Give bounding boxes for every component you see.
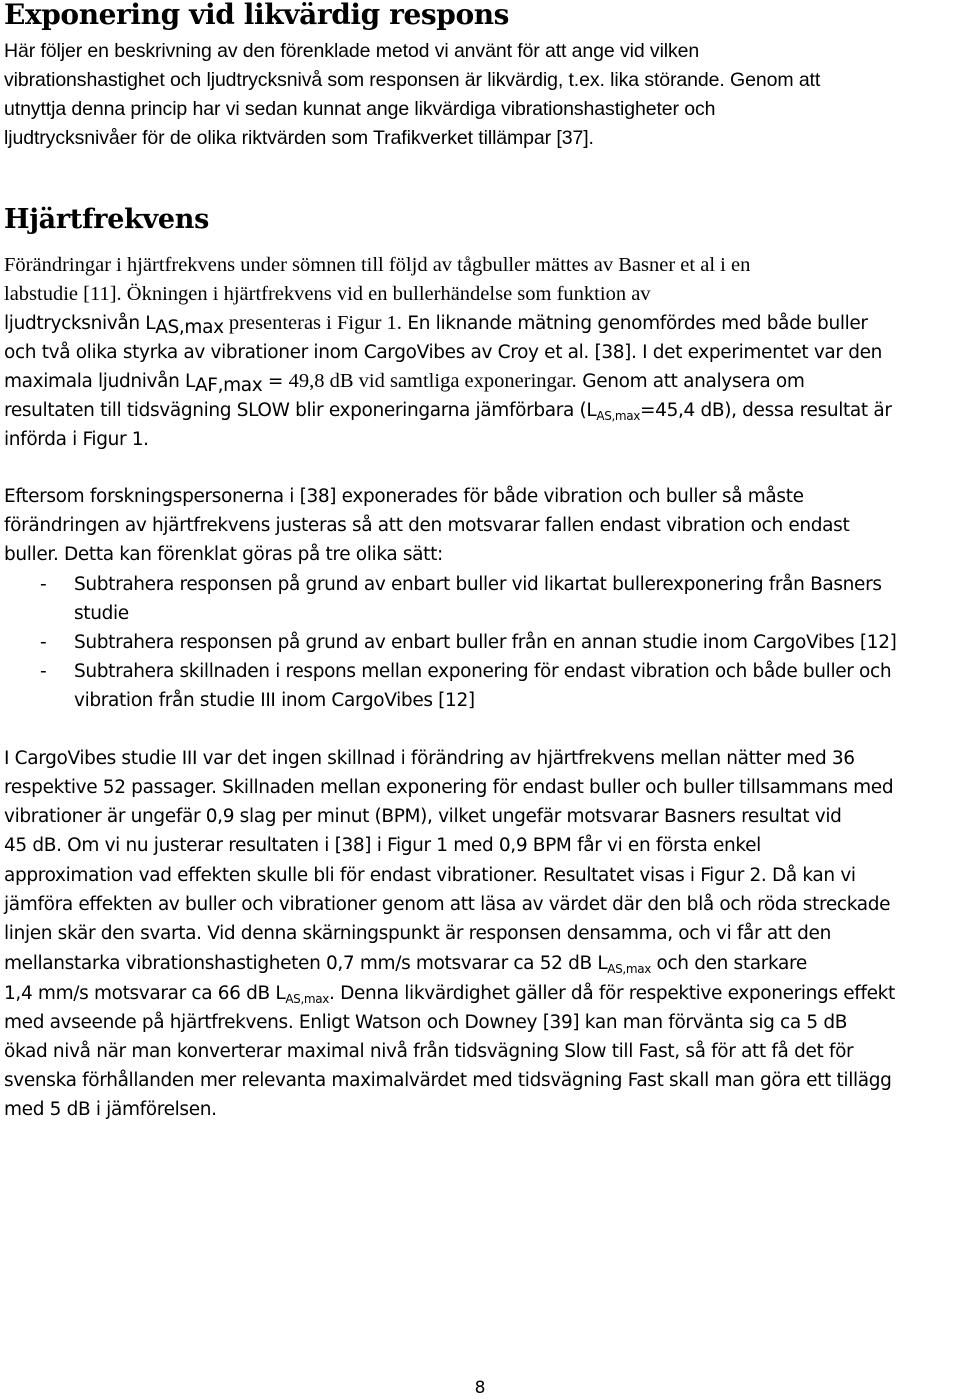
paragraph-line: I CargoVibes studie III var det ingen skillnad i förändring av hjärtfrekvens mellan nätter med 36 xyxy=(4,748,855,769)
list-marker: - xyxy=(40,632,47,653)
text-run: . Denna likvärdighet gäller då för respektive exponerings effekt xyxy=(329,983,895,1004)
list-item-text: studie xyxy=(74,603,129,624)
paragraph-line xyxy=(4,979,895,1008)
subscript: AS,max xyxy=(285,992,330,1006)
paragraph-line: förändringen av hjärtfrekvens justeras så att den motsvarar fallen endast vibration och endast xyxy=(4,515,850,536)
text-run: presenteras i Figur 1. xyxy=(223,312,402,334)
section-heading: Hjärtfrekvens xyxy=(4,204,209,235)
paragraph-line: approximation vad effekten skulle bli för endast vibrationer. Resultatet visas i Figur 2. Då kan vi xyxy=(4,865,856,886)
paragraph-line: med 5 dB i jämförelsen. xyxy=(4,1099,217,1120)
paragraph-line: buller. Detta kan förenklat göras på tre olika sätt: xyxy=(4,544,443,565)
paragraph-line: respektive 52 passager. Skillnaden mellan exponering för endast buller och buller tillsammans med xyxy=(4,777,894,798)
paragraph-line xyxy=(4,396,892,425)
subscript: AS,max xyxy=(596,409,641,423)
paragraph-line: labstudie [11]. Ökningen i hjärtfrekvens vid en bullerhändelse som funktion av xyxy=(4,283,651,305)
list-item-text: Subtrahera responsen på grund av enbart buller från en annan studie inom CargoVibes [12] xyxy=(74,632,897,653)
paragraph-line: med avseende på hjärtfrekvens. Enligt Watson och Downey [39] kan man förvänta sig ca 5 dB xyxy=(4,1012,848,1033)
paragraph-line: jämföra effekten av buller och vibrationer genom att läsa av värdet där den blå och röda streckade xyxy=(4,894,891,915)
text-run: 49,8 dB vid samtliga exponeringar. xyxy=(288,370,577,392)
paragraph-line: linjen skär den svarta. Vid denna skärningspunkt är responsen densamma, och vi får att den xyxy=(4,923,831,944)
text-run: ljudtrycksnivån L xyxy=(4,313,156,334)
text-run: mellanstarka vibrationshastigheten 0,7 mm/s motsvarar ca 52 dB L xyxy=(4,953,608,974)
text-run: och den starkare xyxy=(650,953,807,974)
list-item-text: Subtrahera skillnaden i respons mellan exponering för endast vibration och både buller och xyxy=(74,661,892,682)
list-item-text: vibration från studie III inom CargoVibes [12] xyxy=(74,690,475,711)
paragraph-line xyxy=(4,309,868,338)
page-number: 8 xyxy=(474,1378,486,1398)
paragraph-line: Eftersom forskningspersonerna i [38] exponerades för både vibration och buller så måste xyxy=(4,486,804,507)
paragraph-line: vibrationer är ungefär 0,9 slag per minut (BPM), vilket ungefär motsvarar Basners resultat vid xyxy=(4,806,842,827)
paragraph-line: införda i Figur 1. xyxy=(4,429,149,450)
paragraph-line: ökad nivå när man konverterar maximal nivå från tidsvägning Slow till Fast, så för att få det för xyxy=(4,1041,854,1062)
subscript: AF,max xyxy=(194,375,263,396)
intro-line: ljudtrycksnivåer för de olika riktvärden som Trafikverket tillämpar [37]. xyxy=(4,127,594,149)
intro-line: vibrationshastighet och ljudtrycksnivå som responsen är likvärdig, t.ex. lika störande. Genom att xyxy=(4,69,821,91)
text-run: = xyxy=(262,371,289,392)
list-marker: - xyxy=(40,574,47,595)
intro-line: utnyttja denna princip har vi sedan kunnat ange likvärdiga vibrationshastigheter och xyxy=(4,98,716,120)
text-run: En liknande mätning genomfördes med både buller xyxy=(401,313,868,334)
text-run: =45,4 dB), dessa resultat är xyxy=(640,400,892,421)
text-run: 1,4 mm/s motsvarar ca 66 dB L xyxy=(4,983,286,1004)
paragraph-line: svenska förhållanden mer relevanta maximalvärdet med tidsvägning Fast skall man göra ett tillägg xyxy=(4,1070,892,1091)
text-run: Genom att analysera om xyxy=(576,371,805,392)
text-run: resultaten till tidsvägning SLOW blir exponeringarna jämförbara (L xyxy=(4,400,597,421)
paragraph-line: och två olika styrka av vibrationer inom CargoVibes av Croy et al. [38]. I det experimentet var den xyxy=(4,342,882,363)
list-marker: - xyxy=(40,661,47,682)
paragraph-line: Förändringar i hjärtfrekvens under sömnen till följd av tågbuller mättes av Basner et al i en xyxy=(4,254,751,276)
paragraph-line xyxy=(4,367,805,396)
page-heading: Exponering vid likvärdig respons xyxy=(4,0,510,31)
text-run: maximala ljudnivån L xyxy=(4,371,195,392)
paragraph-line: 45 dB. Om vi nu justerar resultaten i [38] i Figur 1 med 0,9 BPM får vi en första enkel xyxy=(4,835,761,856)
subscript: AS,max xyxy=(155,317,224,338)
paragraph-line xyxy=(4,949,807,978)
intro-line: Här följer en beskrivning av den förenklade metod vi använt för att ange vid vilken xyxy=(4,40,700,62)
list-item-text: Subtrahera responsen på grund av enbart buller vid likartat bullerexponering från Basners xyxy=(74,574,882,595)
subscript: AS,max xyxy=(607,962,651,976)
